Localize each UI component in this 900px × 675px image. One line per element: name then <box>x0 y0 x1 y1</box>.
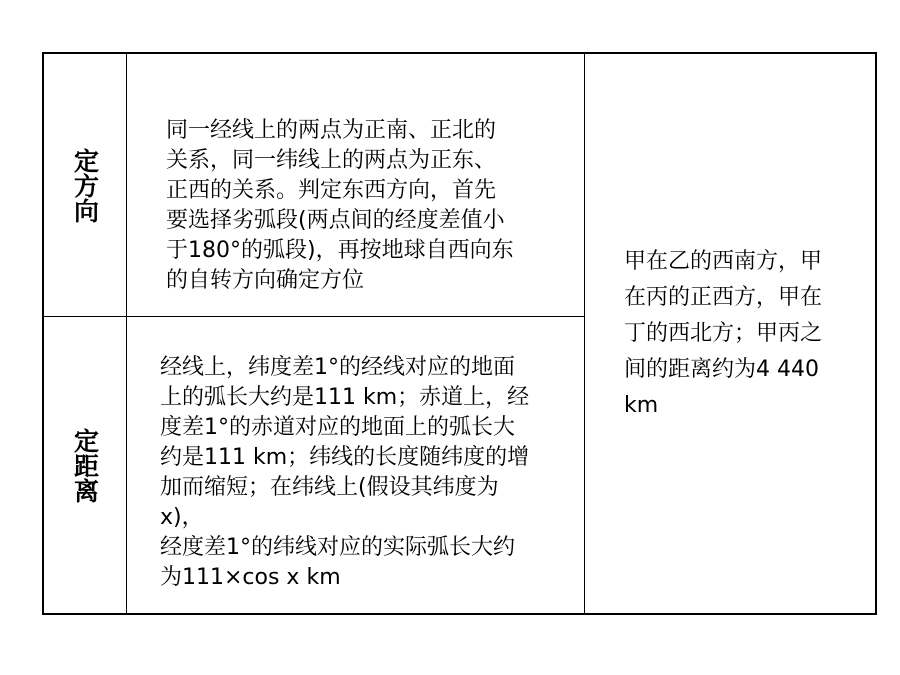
direction-line: 关系，同一纬线上的两点为正东、 <box>166 148 497 173</box>
example-line: 丁的西北方；甲丙之 <box>624 321 823 346</box>
distance-line: 经度差1°的纬线对应的实际弧长大约 <box>160 535 515 560</box>
distance-line: 经线上，纬度差1°的经线对应的地面 <box>160 355 515 380</box>
distance-line: 度差1°的赤道对应的地面上的弧长大 <box>160 415 515 440</box>
direction-line: 同一经线上的两点为正南、正北的 <box>166 118 497 143</box>
distance-line: x)， <box>160 505 204 530</box>
example-text <box>624 244 822 424</box>
direction-line: 要选择劣弧段(两点间的经度差值小 <box>166 208 505 233</box>
example-line: 甲在乙的西南方，甲 <box>624 249 823 274</box>
direction-line: 的自转方向确定方位 <box>166 268 365 293</box>
direction-line: 正西的关系。判定东西方向，首先 <box>166 178 497 203</box>
distance-line: 为111×cos x km <box>160 565 341 590</box>
distance-description <box>160 353 529 593</box>
distance-line: 约是111 km；纬线的长度随纬度的增 <box>160 445 530 470</box>
column-divider-1 <box>126 54 127 613</box>
content-table <box>42 52 877 615</box>
example-line: 在丙的正西方，甲在 <box>624 285 823 310</box>
direction-description <box>166 116 514 296</box>
row-label-distance: 定距离 <box>70 428 100 503</box>
example-line: 间的距离约为4 440 <box>624 357 819 382</box>
column-divider-2 <box>584 54 585 613</box>
direction-line: 于180°的弧段)，再按地球自西向东 <box>166 238 514 263</box>
distance-line: 上的弧长大约是111 km；赤道上，经 <box>160 385 530 410</box>
example-line: km <box>624 393 659 418</box>
distance-line: 加而缩短；在纬线上(假设其纬度为 <box>160 475 499 500</box>
row-label-direction: 定方向 <box>70 147 100 223</box>
